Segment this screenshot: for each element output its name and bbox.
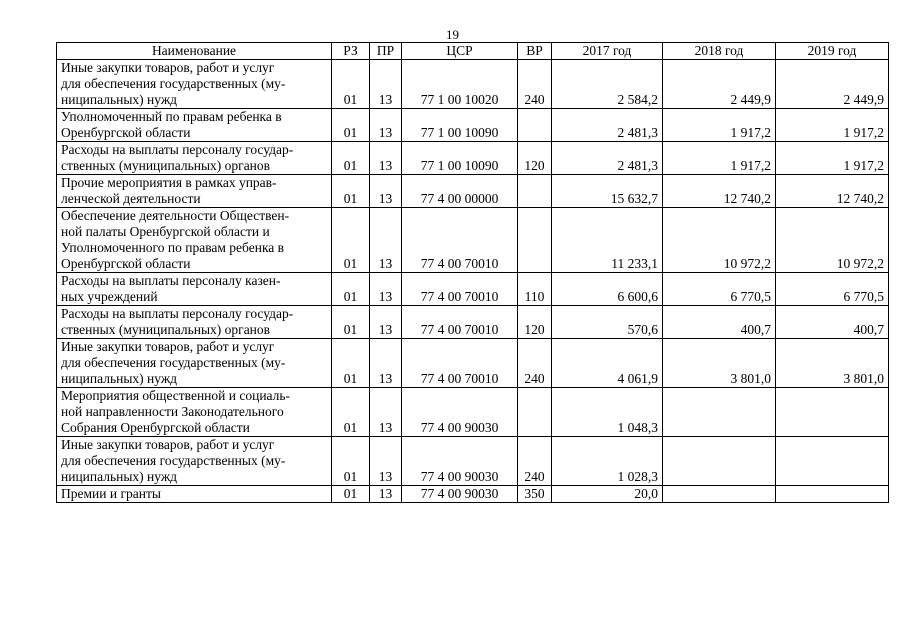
cell-2018: 2 449,9 <box>663 60 776 109</box>
cell-name-line: ных учреждений <box>61 289 158 304</box>
table-row <box>57 273 889 306</box>
cell-pr: 13 <box>370 142 402 175</box>
cell-vr: 110 <box>518 273 552 306</box>
cell-vr <box>518 388 552 437</box>
cell-name-line: Премии и гранты <box>61 486 161 501</box>
cell-rz: 01 <box>332 306 370 339</box>
cell-2018 <box>663 437 776 486</box>
cell-name <box>57 437 332 486</box>
cell-csr: 77 4 00 90030 <box>402 437 518 486</box>
cell-name <box>57 142 332 175</box>
cell-name <box>57 175 332 208</box>
cell-vr: 240 <box>518 339 552 388</box>
cell-2017: 11 233,1 <box>552 208 663 273</box>
cell-name <box>57 208 332 273</box>
cell-vr <box>518 208 552 273</box>
cell-name-line: Обеспечение деятельности Обществен- <box>61 208 290 223</box>
cell-2019: 400,7 <box>776 306 889 339</box>
cell-name-line: ленческой деятельности <box>61 191 201 206</box>
cell-2019 <box>776 388 889 437</box>
cell-name <box>57 273 332 306</box>
cell-2019: 1 917,2 <box>776 109 889 142</box>
cell-name-line: ственных (муниципальных) органов <box>61 158 271 173</box>
cell-csr: 77 4 00 70010 <box>402 339 518 388</box>
cell-2018: 400,7 <box>663 306 776 339</box>
header-pr: ПР <box>370 43 402 60</box>
table-row <box>57 339 889 388</box>
cell-name-line: Иные закупки товаров, работ и услуг <box>61 339 275 354</box>
cell-2019 <box>776 486 889 503</box>
cell-2017: 570,6 <box>552 306 663 339</box>
cell-name-line: Расходы на выплаты персоналу государ- <box>61 142 294 157</box>
cell-2019: 10 972,2 <box>776 208 889 273</box>
cell-2019: 3 801,0 <box>776 339 889 388</box>
table-row <box>57 142 889 175</box>
header-csr: ЦСР <box>402 43 518 60</box>
cell-pr: 13 <box>370 208 402 273</box>
cell-pr: 13 <box>370 273 402 306</box>
cell-2019 <box>776 437 889 486</box>
cell-name-line: для обеспечения государственных (му- <box>61 453 286 468</box>
cell-2019: 2 449,9 <box>776 60 889 109</box>
cell-name <box>57 486 332 503</box>
header-name: Наименование <box>57 43 332 60</box>
cell-csr: 77 4 00 90030 <box>402 486 518 503</box>
cell-2018: 6 770,5 <box>663 273 776 306</box>
cell-name-line: Мероприятия общественной и социаль- <box>61 388 291 403</box>
cell-csr: 77 4 00 00000 <box>402 175 518 208</box>
header-2017: 2017 год <box>552 43 663 60</box>
cell-vr <box>518 175 552 208</box>
cell-pr: 13 <box>370 60 402 109</box>
cell-name-line: ниципальных) нужд <box>61 469 178 484</box>
cell-name-line: для обеспечения государственных (му- <box>61 355 286 370</box>
cell-pr: 13 <box>370 306 402 339</box>
cell-pr: 13 <box>370 486 402 503</box>
cell-rz: 01 <box>332 60 370 109</box>
cell-2017: 4 061,9 <box>552 339 663 388</box>
table-row <box>57 306 889 339</box>
cell-name-line: Расходы на выплаты персоналу государ- <box>61 306 294 321</box>
table-row <box>57 109 889 142</box>
cell-vr: 350 <box>518 486 552 503</box>
cell-csr: 77 4 00 90030 <box>402 388 518 437</box>
cell-csr: 77 1 00 10090 <box>402 109 518 142</box>
cell-csr: 77 1 00 10020 <box>402 60 518 109</box>
table-body <box>57 60 889 503</box>
cell-pr: 13 <box>370 388 402 437</box>
cell-2019: 12 740,2 <box>776 175 889 208</box>
header-2019: 2019 год <box>776 43 889 60</box>
cell-2019: 6 770,5 <box>776 273 889 306</box>
cell-name <box>57 109 332 142</box>
cell-vr: 120 <box>518 142 552 175</box>
cell-2017: 20,0 <box>552 486 663 503</box>
cell-rz: 01 <box>332 437 370 486</box>
cell-csr: 77 4 00 70010 <box>402 208 518 273</box>
cell-vr: 120 <box>518 306 552 339</box>
cell-name <box>57 339 332 388</box>
cell-2017: 2 481,3 <box>552 142 663 175</box>
table-row <box>57 486 889 503</box>
cell-csr: 77 4 00 70010 <box>402 306 518 339</box>
cell-rz: 01 <box>332 175 370 208</box>
cell-rz: 01 <box>332 388 370 437</box>
header-2018: 2018 год <box>663 43 776 60</box>
cell-rz: 01 <box>332 339 370 388</box>
cell-name-line: Расходы на выплаты персоналу казен- <box>61 273 281 288</box>
cell-rz: 01 <box>332 208 370 273</box>
cell-name-line: Оренбургской области <box>61 256 191 271</box>
cell-name-line: Оренбургской области <box>61 125 191 140</box>
cell-name-line: ной палаты Оренбургской области и <box>61 224 270 239</box>
cell-2018: 12 740,2 <box>663 175 776 208</box>
cell-pr: 13 <box>370 339 402 388</box>
cell-csr: 77 4 00 70010 <box>402 273 518 306</box>
cell-name-line: Уполномоченного по правам ребенка в <box>61 240 285 255</box>
cell-rz: 01 <box>332 273 370 306</box>
table-row <box>57 175 889 208</box>
cell-rz: 01 <box>332 109 370 142</box>
cell-vr: 240 <box>518 437 552 486</box>
cell-pr: 13 <box>370 437 402 486</box>
cell-2017: 1 028,3 <box>552 437 663 486</box>
page-number: 19 <box>446 27 459 42</box>
cell-rz: 01 <box>332 486 370 503</box>
cell-2017: 2 481,3 <box>552 109 663 142</box>
cell-2018: 10 972,2 <box>663 208 776 273</box>
cell-name <box>57 306 332 339</box>
cell-2018: 1 917,2 <box>663 109 776 142</box>
budget-table <box>56 42 889 503</box>
cell-name-line: ственных (муниципальных) органов <box>61 322 271 337</box>
cell-2018: 1 917,2 <box>663 142 776 175</box>
cell-2019: 1 917,2 <box>776 142 889 175</box>
cell-name <box>57 60 332 109</box>
cell-name-line: ниципальных) нужд <box>61 371 178 386</box>
cell-name-line: для обеспечения государственных (му- <box>61 76 286 91</box>
table-row <box>57 437 889 486</box>
cell-pr: 13 <box>370 109 402 142</box>
cell-csr: 77 1 00 10090 <box>402 142 518 175</box>
cell-name-line: Уполномоченный по правам ребенка в <box>61 109 282 124</box>
cell-name-line: Прочие мероприятия в рамках управ- <box>61 175 277 190</box>
table-header-row <box>57 43 889 60</box>
cell-2017: 2 584,2 <box>552 60 663 109</box>
cell-name-line: Собрания Оренбургской области <box>61 420 250 435</box>
cell-vr: 240 <box>518 60 552 109</box>
cell-name-line: Иные закупки товаров, работ и услуг <box>61 60 275 75</box>
cell-vr <box>518 109 552 142</box>
cell-2017: 1 048,3 <box>552 388 663 437</box>
cell-name-line: Иные закупки товаров, работ и услуг <box>61 437 275 452</box>
table-row <box>57 60 889 109</box>
table-row <box>57 388 889 437</box>
header-vr: ВР <box>518 43 552 60</box>
cell-pr: 13 <box>370 175 402 208</box>
cell-rz: 01 <box>332 142 370 175</box>
cell-name <box>57 388 332 437</box>
cell-2017: 15 632,7 <box>552 175 663 208</box>
cell-2017: 6 600,6 <box>552 273 663 306</box>
cell-2018: 3 801,0 <box>663 339 776 388</box>
header-rz: РЗ <box>332 43 370 60</box>
cell-2018 <box>663 388 776 437</box>
table-row <box>57 208 889 273</box>
cell-name-line: ниципальных) нужд <box>61 92 178 107</box>
cell-name-line: ной направленности Законодательного <box>61 404 284 419</box>
cell-2018 <box>663 486 776 503</box>
